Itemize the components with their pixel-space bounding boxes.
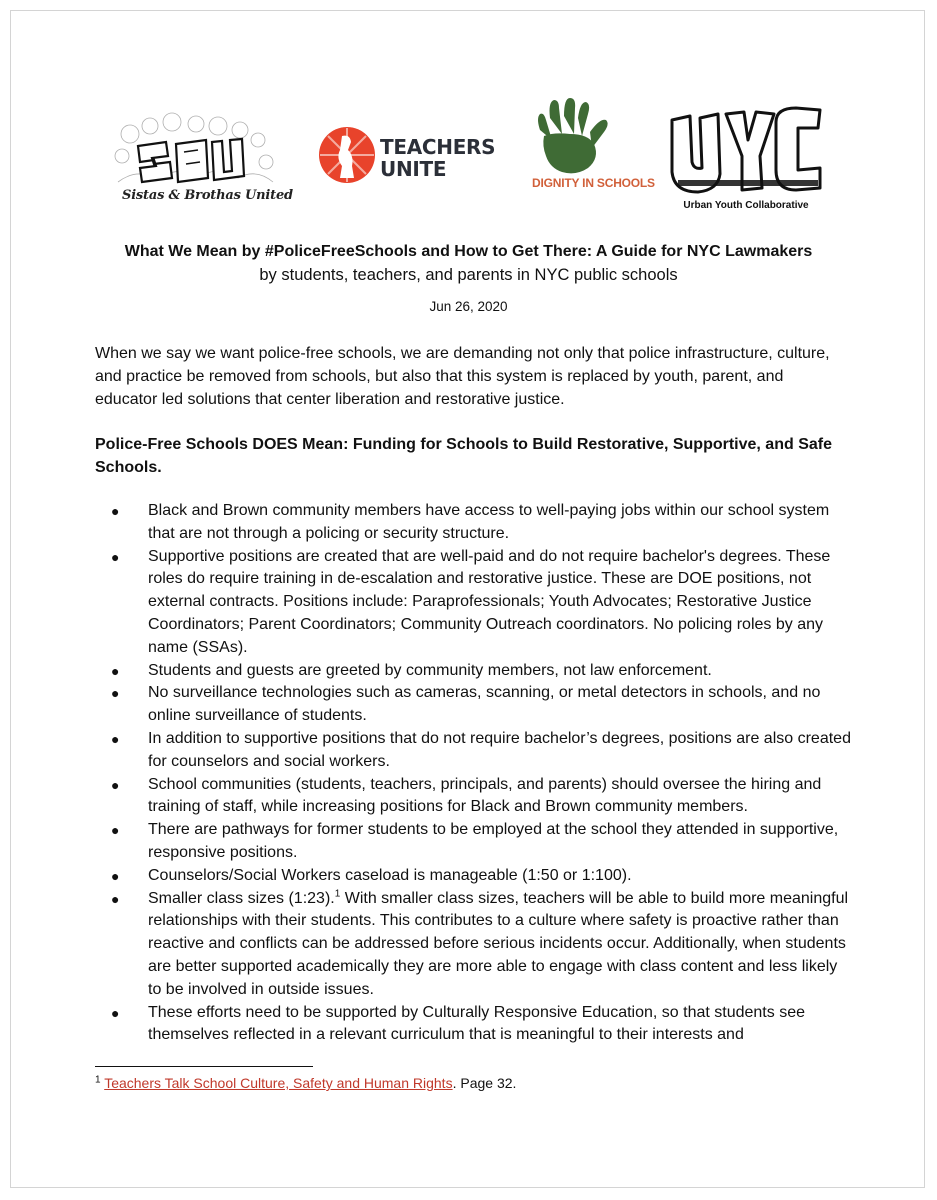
- bullet-icon: ●: [111, 503, 120, 519]
- list-item: [95, 500, 855, 546]
- footnote-number: 1: [95, 1074, 101, 1086]
- list-item-text: No surveillance technologies such as cameras, scanning, or metal detectors in schools, and no online surveillance of students.: [148, 684, 821, 725]
- list-item-text: Black and Brown community members have access to well-paying jobs within our school system that are not through a policing or security structure.: [148, 502, 830, 542]
- bullet-icon: ●: [111, 685, 120, 702]
- uyc-caption: Urban Youth Collaborative: [683, 200, 809, 211]
- list-item: [95, 728, 855, 774]
- dignity-in-schools-logo: [530, 96, 655, 196]
- document-date: Jun 26, 2020: [429, 299, 508, 314]
- class-size-text-start: Smaller class sizes (1:23).: [148, 889, 335, 907]
- list-item: [95, 774, 855, 820]
- bullet-icon: ●: [111, 662, 120, 679]
- bullet-list: [95, 500, 855, 1047]
- teachers-unite-logo: [318, 124, 498, 188]
- document-subtitle: by students, teachers, and parents in NYC public schools: [259, 266, 678, 284]
- list-item: [95, 682, 855, 728]
- footnote-suffix: . Page 32.: [452, 1075, 517, 1091]
- sunburst-fist-icon: [318, 126, 376, 184]
- logo-banner: [0, 0, 937, 230]
- intro-paragraph: When we say we want police-free schools, we are demanding not only that police infrastructure, culture, and practice be removed from schools, but also that this system is replaced by youth, parent, and educator led solutions that center liberation and restorative justice.: [95, 345, 830, 408]
- uyc-logo: [664, 100, 828, 216]
- list-item-text: Supportive positions are created that are well-paid and do not require bachelor's degrees. These roles do require training in de-escalation and restorative justice. These are DOE positions, not external contracts. Positions include: Paraprofessionals; Youth Advocates; Restorative Justice Coordinators; Parent Coordinators; Community Outreach coordinators. No policing roles by any name (SSAs).: [148, 547, 831, 656]
- list-item-text: Counselors/Social Workers caseload is manageable (1:50 or 1:100).: [148, 866, 632, 884]
- list-item: [95, 865, 855, 888]
- list-item: [95, 819, 855, 865]
- footnote-reference[interactable]: 1: [334, 888, 341, 900]
- bullet-icon: ●: [111, 1004, 120, 1021]
- list-item-class-size: [95, 888, 855, 1002]
- handprint-icon: [530, 96, 624, 178]
- list-item: [95, 546, 855, 660]
- bullet-icon: ●: [111, 822, 120, 839]
- teachers-unite-wordmark: [380, 136, 495, 180]
- section-heading: Police-Free Schools DOES Mean: Funding for Schools to Build Restorative, Supportive, and Safe Schools.: [95, 436, 832, 476]
- list-item: [95, 660, 855, 683]
- bullet-icon: ●: [111, 548, 120, 565]
- sbu-graffiti-icon: [108, 112, 280, 192]
- teachers-unite-line1: TEACHERS: [380, 135, 496, 159]
- footnote: [95, 1075, 845, 1091]
- bullet-icon: ●: [111, 890, 120, 907]
- bullet-icon: ●: [111, 730, 120, 747]
- teachers-unite-line2: UNITE: [380, 157, 447, 181]
- uyc-graffiti-icon: [664, 100, 828, 198]
- document-title: What We Mean by #PoliceFreeSchools and How to Get There: A Guide for NYC Lawmakers: [124, 243, 813, 260]
- list-item: [95, 1002, 855, 1048]
- footnote-divider: [95, 1066, 313, 1067]
- bullet-icon: ●: [111, 776, 120, 793]
- list-item-text: School communities (students, teachers, principals, and parents) should oversee the hiring and training of staff, while increasing positions for Black and Brown community members.: [148, 775, 822, 816]
- footnote-link[interactable]: Teachers Talk School Culture, Safety and Human Rights: [104, 1075, 453, 1091]
- bullet-icon: ●: [111, 867, 120, 884]
- sbu-caption: Sistas & Brothas United: [122, 188, 293, 203]
- dignity-caption: DIGNITY IN SCHOOLS: [532, 176, 655, 190]
- list-item-text: Students and guests are greeted by community members, not law enforcement.: [148, 661, 712, 679]
- class-size-text-rest: With smaller class sizes, teachers will be able to build more meaningful relationships with their students. This contributes to a culture where safety is proactive rather than reactive and conflicts can be addressed before serious incidents occur. Additionally, when students are better supported academically they are more able to engage with class content and less likely to be involved in outside issues.: [148, 889, 849, 998]
- list-item-text: In addition to supportive positions that do not require bachelor’s degrees, positions are also created for counselors and social workers.: [148, 729, 851, 770]
- list-item-text: There are pathways for former students to be employed at the school they attended in supportive, responsive positions.: [148, 821, 839, 861]
- sbu-logo: [108, 112, 293, 212]
- list-item-text: These efforts need to be supported by Culturally Responsive Education, so that students see themselves reflected in a relevant curriculum that is meaningful to their interests and: [148, 1003, 805, 1044]
